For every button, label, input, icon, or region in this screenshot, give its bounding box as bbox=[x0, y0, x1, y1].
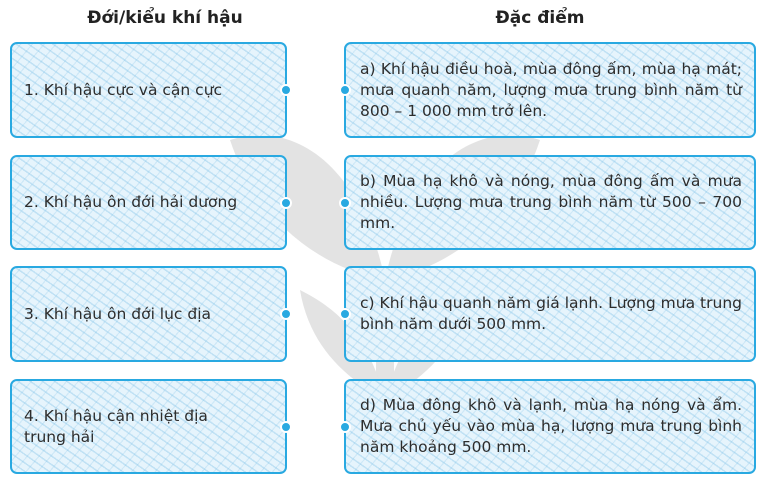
header-characteristics: Đặc điểm bbox=[495, 8, 585, 28]
right-item-a[interactable] bbox=[344, 42, 756, 138]
left-item-4[interactable] bbox=[10, 379, 287, 474]
header-climate-type: Đới/kiểu khí hậu bbox=[87, 8, 243, 28]
left-item-1[interactable] bbox=[10, 42, 287, 138]
connector-dot-icon[interactable] bbox=[339, 197, 351, 209]
right-item-c[interactable] bbox=[344, 266, 756, 362]
right-item-text: a) Khí hậu điều hoà, mùa đông ấm, mùa hạ mát; mưa quanh năm, lượng mưa trung bình năm từ 800 – 1 000 mm trở lên. bbox=[360, 59, 742, 120]
right-item-text: c) Khí hậu quanh năm giá lạnh. Lượng mưa trung bình năm dưới 500 mm. bbox=[360, 294, 742, 333]
left-item-3[interactable] bbox=[10, 266, 287, 362]
connector-dot-icon[interactable] bbox=[339, 84, 351, 96]
connector-dot-icon[interactable] bbox=[280, 84, 292, 96]
connector-dot-icon[interactable] bbox=[339, 421, 351, 433]
right-item-text: d) Mùa đông khô và lạnh, mùa hạ nóng và ẩm. Mưa chủ yếu vào mùa hạ, lượng mưa trung bình năm khoảng 500 mm. bbox=[360, 396, 742, 456]
connector-dot-icon[interactable] bbox=[339, 308, 351, 320]
left-item-label: 2. Khí hậu ôn đới hải dương bbox=[24, 193, 238, 211]
left-item-label: 4. Khí hậu cận nhiệt địa trung hải bbox=[24, 406, 208, 446]
left-item-2[interactable] bbox=[10, 155, 287, 250]
connector-dot-icon[interactable] bbox=[280, 421, 292, 433]
connector-dot-icon[interactable] bbox=[280, 308, 292, 320]
right-item-d[interactable] bbox=[344, 379, 756, 474]
connector-dot-icon[interactable] bbox=[280, 197, 292, 209]
left-item-label: 1. Khí hậu cực và cận cực bbox=[24, 80, 223, 99]
right-item-b[interactable] bbox=[344, 155, 756, 250]
left-item-label: 3. Khí hậu ôn đới lục địa bbox=[24, 304, 212, 323]
right-item-text: b) Mùa hạ khô và nóng, mùa đông ấm và mưa nhiều. Lượng mưa trung bình năm từ 500 – 700 mm. bbox=[360, 172, 742, 232]
